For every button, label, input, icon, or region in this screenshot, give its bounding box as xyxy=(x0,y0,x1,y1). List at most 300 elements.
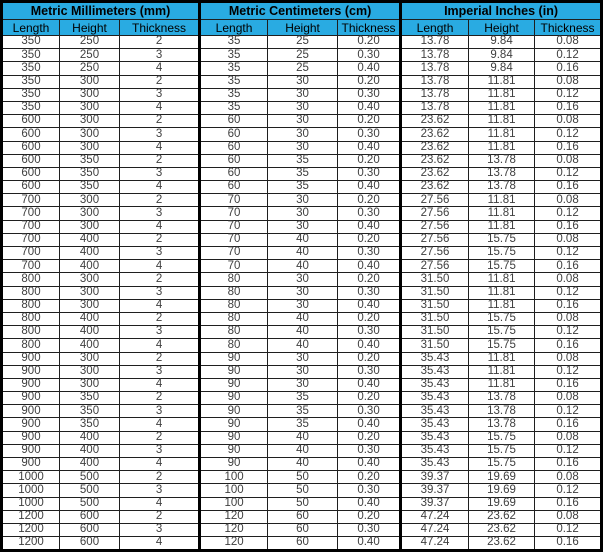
cell-cm-thickness: 0.20 xyxy=(338,392,401,405)
col-header-in-thickness: Thickness xyxy=(535,20,602,36)
cell-mm-thickness: 2 xyxy=(120,154,200,167)
cell-cm-thickness: 0.30 xyxy=(338,88,401,101)
cell-in-length: 35.43 xyxy=(401,405,469,418)
cell-cm-length: 35 xyxy=(200,88,268,101)
cell-cm-thickness: 0.30 xyxy=(338,523,401,536)
cell-in-thickness: 0.08 xyxy=(535,510,602,523)
cell-in-thickness: 0.12 xyxy=(535,128,602,141)
cell-in-thickness: 0.16 xyxy=(535,260,602,273)
cell-in-height: 11.81 xyxy=(469,273,535,286)
cell-mm-length: 800 xyxy=(2,339,60,352)
cell-mm-length: 1000 xyxy=(2,471,60,484)
table-row xyxy=(2,62,602,75)
cell-mm-thickness: 4 xyxy=(120,101,200,114)
cell-mm-height: 300 xyxy=(60,378,120,391)
cell-mm-thickness: 2 xyxy=(120,352,200,365)
cell-mm-height: 300 xyxy=(60,75,120,88)
cell-cm-height: 50 xyxy=(268,484,338,497)
cell-cm-thickness: 0.40 xyxy=(338,141,401,154)
cell-mm-length: 700 xyxy=(2,220,60,233)
cell-cm-length: 70 xyxy=(200,247,268,260)
cell-in-height: 11.81 xyxy=(469,128,535,141)
cell-in-height: 11.81 xyxy=(469,365,535,378)
cell-cm-height: 30 xyxy=(268,115,338,128)
cell-mm-height: 300 xyxy=(60,299,120,312)
cell-mm-thickness: 4 xyxy=(120,220,200,233)
cell-cm-length: 60 xyxy=(200,128,268,141)
cell-in-height: 23.62 xyxy=(469,537,535,551)
cell-cm-length: 70 xyxy=(200,220,268,233)
cell-cm-height: 40 xyxy=(268,260,338,273)
cell-mm-height: 300 xyxy=(60,273,120,286)
cell-in-length: 47.24 xyxy=(401,510,469,523)
cell-in-length: 35.43 xyxy=(401,431,469,444)
cell-in-thickness: 0.16 xyxy=(535,458,602,471)
section-header-row xyxy=(2,2,602,20)
cell-cm-thickness: 0.40 xyxy=(338,339,401,352)
cell-mm-thickness: 2 xyxy=(120,75,200,88)
cell-mm-length: 1200 xyxy=(2,537,60,551)
cell-cm-height: 30 xyxy=(268,352,338,365)
cell-cm-length: 35 xyxy=(200,36,268,49)
table-row xyxy=(2,326,602,339)
cell-mm-height: 350 xyxy=(60,418,120,431)
cell-mm-length: 700 xyxy=(2,260,60,273)
cell-cm-height: 30 xyxy=(268,128,338,141)
cell-cm-thickness: 0.40 xyxy=(338,260,401,273)
cell-mm-height: 400 xyxy=(60,247,120,260)
cell-mm-thickness: 4 xyxy=(120,260,200,273)
cell-mm-thickness: 3 xyxy=(120,405,200,418)
cell-cm-height: 40 xyxy=(268,458,338,471)
cell-cm-length: 70 xyxy=(200,207,268,220)
cell-cm-length: 90 xyxy=(200,378,268,391)
cell-mm-height: 350 xyxy=(60,167,120,180)
cell-cm-height: 35 xyxy=(268,154,338,167)
cell-cm-thickness: 0.30 xyxy=(338,167,401,180)
cell-cm-length: 60 xyxy=(200,115,268,128)
cell-in-height: 15.75 xyxy=(469,233,535,246)
cell-in-length: 39.37 xyxy=(401,484,469,497)
cell-cm-thickness: 0.20 xyxy=(338,233,401,246)
cell-in-height: 11.81 xyxy=(469,286,535,299)
cell-in-length: 31.50 xyxy=(401,286,469,299)
cell-cm-length: 60 xyxy=(200,154,268,167)
table-row xyxy=(2,49,602,62)
table-row xyxy=(2,36,602,49)
cell-in-thickness: 0.08 xyxy=(535,312,602,325)
cell-in-thickness: 0.16 xyxy=(535,378,602,391)
cell-mm-thickness: 3 xyxy=(120,49,200,62)
table-row xyxy=(2,484,602,497)
cell-cm-thickness: 0.30 xyxy=(338,49,401,62)
cell-in-height: 11.81 xyxy=(469,88,535,101)
cell-cm-length: 90 xyxy=(200,352,268,365)
col-header-mm-height: Height xyxy=(60,20,120,36)
cell-in-length: 13.78 xyxy=(401,36,469,49)
cell-in-thickness: 0.12 xyxy=(535,365,602,378)
cell-mm-length: 900 xyxy=(2,365,60,378)
col-header-mm-length: Length xyxy=(2,20,60,36)
cell-in-height: 15.75 xyxy=(469,431,535,444)
cell-mm-length: 900 xyxy=(2,418,60,431)
cell-mm-thickness: 3 xyxy=(120,523,200,536)
cell-cm-thickness: 0.40 xyxy=(338,101,401,114)
cell-mm-thickness: 3 xyxy=(120,88,200,101)
cell-mm-thickness: 3 xyxy=(120,286,200,299)
cell-in-thickness: 0.16 xyxy=(535,497,602,510)
cell-cm-height: 30 xyxy=(268,141,338,154)
cell-mm-height: 300 xyxy=(60,220,120,233)
cell-cm-thickness: 0.40 xyxy=(338,378,401,391)
cell-mm-height: 400 xyxy=(60,233,120,246)
section-title-metric-mm: Metric Millimeters (mm) xyxy=(2,2,200,20)
cell-cm-height: 25 xyxy=(268,49,338,62)
cell-mm-thickness: 4 xyxy=(120,497,200,510)
cell-in-thickness: 0.08 xyxy=(535,471,602,484)
cell-cm-thickness: 0.40 xyxy=(338,62,401,75)
cell-cm-height: 40 xyxy=(268,312,338,325)
cell-mm-height: 250 xyxy=(60,36,120,49)
cell-in-length: 23.62 xyxy=(401,141,469,154)
cell-cm-length: 35 xyxy=(200,101,268,114)
cell-cm-thickness: 0.30 xyxy=(338,365,401,378)
cell-cm-thickness: 0.30 xyxy=(338,128,401,141)
cell-mm-height: 350 xyxy=(60,392,120,405)
cell-in-length: 23.62 xyxy=(401,167,469,180)
cell-in-height: 15.75 xyxy=(469,339,535,352)
cell-mm-length: 800 xyxy=(2,273,60,286)
cell-mm-length: 1200 xyxy=(2,510,60,523)
table-row xyxy=(2,194,602,207)
cell-mm-thickness: 2 xyxy=(120,273,200,286)
table-row xyxy=(2,405,602,418)
cell-in-height: 13.78 xyxy=(469,418,535,431)
cell-in-height: 11.81 xyxy=(469,194,535,207)
cell-cm-height: 25 xyxy=(268,62,338,75)
cell-mm-thickness: 2 xyxy=(120,471,200,484)
cell-cm-height: 30 xyxy=(268,273,338,286)
cell-in-height: 13.78 xyxy=(469,154,535,167)
cell-mm-length: 350 xyxy=(2,49,60,62)
cell-cm-length: 90 xyxy=(200,392,268,405)
cell-in-height: 11.81 xyxy=(469,378,535,391)
cell-in-thickness: 0.08 xyxy=(535,75,602,88)
cell-mm-length: 700 xyxy=(2,247,60,260)
col-header-cm-thickness: Thickness xyxy=(338,20,401,36)
cell-mm-length: 350 xyxy=(2,75,60,88)
cell-cm-height: 40 xyxy=(268,431,338,444)
cell-mm-length: 350 xyxy=(2,101,60,114)
cell-in-thickness: 0.08 xyxy=(535,352,602,365)
cell-in-thickness: 0.16 xyxy=(535,299,602,312)
cell-mm-length: 900 xyxy=(2,458,60,471)
table-row xyxy=(2,458,602,471)
cell-in-thickness: 0.12 xyxy=(535,286,602,299)
table-row xyxy=(2,141,602,154)
cell-cm-length: 90 xyxy=(200,418,268,431)
cell-mm-length: 900 xyxy=(2,392,60,405)
cell-cm-length: 90 xyxy=(200,365,268,378)
cell-mm-height: 350 xyxy=(60,181,120,194)
cell-cm-length: 35 xyxy=(200,75,268,88)
cell-cm-height: 40 xyxy=(268,339,338,352)
table-row xyxy=(2,392,602,405)
cell-mm-thickness: 4 xyxy=(120,378,200,391)
cell-in-length: 31.50 xyxy=(401,299,469,312)
table-row xyxy=(2,260,602,273)
table-row xyxy=(2,115,602,128)
cell-cm-thickness: 0.30 xyxy=(338,247,401,260)
cell-in-length: 35.43 xyxy=(401,392,469,405)
cell-in-length: 13.78 xyxy=(401,62,469,75)
cell-cm-thickness: 0.20 xyxy=(338,154,401,167)
table-row xyxy=(2,181,602,194)
cell-cm-height: 30 xyxy=(268,88,338,101)
cell-cm-height: 35 xyxy=(268,167,338,180)
cell-in-thickness: 0.16 xyxy=(535,101,602,114)
table-row xyxy=(2,207,602,220)
cell-in-length: 27.56 xyxy=(401,194,469,207)
cell-cm-length: 80 xyxy=(200,326,268,339)
table-row xyxy=(2,273,602,286)
cell-in-length: 31.50 xyxy=(401,326,469,339)
cell-cm-thickness: 0.30 xyxy=(338,326,401,339)
cell-cm-thickness: 0.20 xyxy=(338,194,401,207)
cell-mm-thickness: 4 xyxy=(120,339,200,352)
cell-mm-length: 900 xyxy=(2,444,60,457)
table-row xyxy=(2,339,602,352)
cell-cm-length: 70 xyxy=(200,194,268,207)
cell-in-thickness: 0.16 xyxy=(535,62,602,75)
cell-cm-length: 100 xyxy=(200,471,268,484)
cell-in-length: 39.37 xyxy=(401,497,469,510)
table-body xyxy=(2,36,602,551)
cell-mm-height: 350 xyxy=(60,154,120,167)
cell-in-thickness: 0.12 xyxy=(535,523,602,536)
col-header-in-height: Height xyxy=(469,20,535,36)
cell-cm-length: 90 xyxy=(200,458,268,471)
cell-mm-height: 300 xyxy=(60,286,120,299)
cell-in-height: 15.75 xyxy=(469,444,535,457)
cell-mm-length: 600 xyxy=(2,154,60,167)
cell-cm-height: 60 xyxy=(268,537,338,551)
cell-mm-height: 300 xyxy=(60,194,120,207)
table-row xyxy=(2,431,602,444)
cell-cm-thickness: 0.40 xyxy=(338,497,401,510)
cell-cm-thickness: 0.20 xyxy=(338,115,401,128)
cell-mm-thickness: 3 xyxy=(120,444,200,457)
cell-mm-height: 250 xyxy=(60,62,120,75)
cell-mm-thickness: 3 xyxy=(120,167,200,180)
cell-mm-thickness: 4 xyxy=(120,418,200,431)
cell-in-height: 13.78 xyxy=(469,167,535,180)
cell-in-height: 11.81 xyxy=(469,220,535,233)
cell-in-height: 11.81 xyxy=(469,141,535,154)
cell-cm-length: 80 xyxy=(200,312,268,325)
cell-cm-thickness: 0.40 xyxy=(338,418,401,431)
cell-in-thickness: 0.16 xyxy=(535,220,602,233)
table-row xyxy=(2,233,602,246)
cell-in-thickness: 0.08 xyxy=(535,233,602,246)
cell-cm-length: 35 xyxy=(200,62,268,75)
cell-in-thickness: 0.16 xyxy=(535,141,602,154)
cell-mm-height: 500 xyxy=(60,471,120,484)
cell-in-length: 27.56 xyxy=(401,233,469,246)
cell-in-height: 9.84 xyxy=(469,49,535,62)
cell-mm-height: 300 xyxy=(60,207,120,220)
cell-cm-height: 30 xyxy=(268,299,338,312)
cell-mm-height: 300 xyxy=(60,115,120,128)
col-header-mm-thickness: Thickness xyxy=(120,20,200,36)
cell-cm-thickness: 0.20 xyxy=(338,273,401,286)
cell-mm-thickness: 3 xyxy=(120,247,200,260)
cell-cm-thickness: 0.40 xyxy=(338,181,401,194)
cell-cm-thickness: 0.20 xyxy=(338,471,401,484)
cell-mm-length: 1200 xyxy=(2,523,60,536)
cell-mm-height: 400 xyxy=(60,431,120,444)
cell-in-length: 35.43 xyxy=(401,352,469,365)
cell-cm-length: 80 xyxy=(200,286,268,299)
cell-cm-thickness: 0.20 xyxy=(338,36,401,49)
cell-in-length: 23.62 xyxy=(401,181,469,194)
cell-cm-height: 40 xyxy=(268,444,338,457)
cell-mm-thickness: 3 xyxy=(120,128,200,141)
cell-in-thickness: 0.08 xyxy=(535,154,602,167)
cell-in-length: 13.78 xyxy=(401,88,469,101)
cell-cm-length: 60 xyxy=(200,167,268,180)
cell-mm-length: 600 xyxy=(2,167,60,180)
cell-in-height: 19.69 xyxy=(469,484,535,497)
cell-mm-length: 350 xyxy=(2,88,60,101)
cell-in-height: 11.81 xyxy=(469,75,535,88)
table-row xyxy=(2,312,602,325)
cell-cm-height: 30 xyxy=(268,286,338,299)
cell-cm-height: 60 xyxy=(268,510,338,523)
cell-in-height: 11.81 xyxy=(469,115,535,128)
cell-mm-height: 400 xyxy=(60,260,120,273)
cell-cm-length: 35 xyxy=(200,49,268,62)
cell-in-height: 11.81 xyxy=(469,207,535,220)
cell-mm-length: 900 xyxy=(2,378,60,391)
cell-mm-length: 350 xyxy=(2,36,60,49)
cell-in-length: 23.62 xyxy=(401,115,469,128)
cell-cm-thickness: 0.40 xyxy=(338,458,401,471)
cell-in-thickness: 0.12 xyxy=(535,326,602,339)
cell-in-height: 19.69 xyxy=(469,497,535,510)
cell-cm-height: 40 xyxy=(268,233,338,246)
cell-cm-height: 35 xyxy=(268,418,338,431)
table-row xyxy=(2,167,602,180)
cell-in-thickness: 0.16 xyxy=(535,537,602,551)
cell-in-length: 31.50 xyxy=(401,339,469,352)
cell-mm-height: 300 xyxy=(60,352,120,365)
cell-cm-height: 35 xyxy=(268,405,338,418)
cell-in-length: 39.37 xyxy=(401,471,469,484)
cell-in-height: 23.62 xyxy=(469,523,535,536)
cell-cm-thickness: 0.20 xyxy=(338,75,401,88)
cell-in-thickness: 0.12 xyxy=(535,444,602,457)
cell-mm-thickness: 2 xyxy=(120,392,200,405)
cell-in-length: 31.50 xyxy=(401,273,469,286)
cell-cm-length: 120 xyxy=(200,537,268,551)
cell-mm-height: 500 xyxy=(60,484,120,497)
table-row xyxy=(2,444,602,457)
cell-mm-thickness: 3 xyxy=(120,365,200,378)
cell-cm-height: 40 xyxy=(268,326,338,339)
cell-mm-height: 500 xyxy=(60,497,120,510)
cell-in-thickness: 0.08 xyxy=(535,194,602,207)
cell-in-length: 13.78 xyxy=(401,75,469,88)
cell-cm-length: 60 xyxy=(200,181,268,194)
cell-mm-height: 300 xyxy=(60,101,120,114)
cell-mm-length: 900 xyxy=(2,405,60,418)
table-row xyxy=(2,418,602,431)
cell-mm-length: 900 xyxy=(2,352,60,365)
cell-cm-height: 40 xyxy=(268,247,338,260)
table-row xyxy=(2,471,602,484)
table-row xyxy=(2,75,602,88)
cell-mm-thickness: 2 xyxy=(120,115,200,128)
cell-mm-thickness: 2 xyxy=(120,312,200,325)
cell-cm-length: 90 xyxy=(200,431,268,444)
cell-in-length: 31.50 xyxy=(401,312,469,325)
cell-mm-length: 700 xyxy=(2,207,60,220)
cell-in-length: 27.56 xyxy=(401,260,469,273)
cell-cm-length: 80 xyxy=(200,339,268,352)
cell-in-height: 11.81 xyxy=(469,352,535,365)
cell-cm-length: 60 xyxy=(200,141,268,154)
cell-in-length: 35.43 xyxy=(401,365,469,378)
cell-in-length: 27.56 xyxy=(401,247,469,260)
cell-mm-height: 600 xyxy=(60,510,120,523)
cell-in-height: 15.75 xyxy=(469,260,535,273)
cell-mm-height: 300 xyxy=(60,141,120,154)
cell-in-length: 47.24 xyxy=(401,537,469,551)
cell-in-height: 15.75 xyxy=(469,458,535,471)
cell-in-length: 35.43 xyxy=(401,378,469,391)
cell-cm-thickness: 0.20 xyxy=(338,352,401,365)
cell-in-height: 13.78 xyxy=(469,181,535,194)
cell-in-thickness: 0.12 xyxy=(535,207,602,220)
cell-mm-height: 600 xyxy=(60,523,120,536)
table-row xyxy=(2,523,602,536)
cell-mm-thickness: 2 xyxy=(120,194,200,207)
cell-in-thickness: 0.12 xyxy=(535,247,602,260)
cell-in-thickness: 0.12 xyxy=(535,405,602,418)
cell-in-length: 13.78 xyxy=(401,49,469,62)
cell-cm-height: 25 xyxy=(268,36,338,49)
cell-mm-length: 600 xyxy=(2,115,60,128)
cell-mm-thickness: 4 xyxy=(120,62,200,75)
table-row xyxy=(2,510,602,523)
cell-mm-thickness: 4 xyxy=(120,181,200,194)
column-header-row xyxy=(2,20,602,36)
col-header-cm-length: Length xyxy=(200,20,268,36)
cell-in-length: 27.56 xyxy=(401,207,469,220)
cell-cm-length: 80 xyxy=(200,273,268,286)
cell-in-thickness: 0.16 xyxy=(535,181,602,194)
cell-mm-length: 800 xyxy=(2,326,60,339)
cell-mm-height: 250 xyxy=(60,49,120,62)
cell-mm-length: 800 xyxy=(2,286,60,299)
cell-mm-length: 600 xyxy=(2,141,60,154)
cell-in-height: 23.62 xyxy=(469,510,535,523)
cell-cm-height: 30 xyxy=(268,365,338,378)
section-title-metric-cm: Metric Centimeters (cm) xyxy=(200,2,401,20)
cell-cm-thickness: 0.40 xyxy=(338,220,401,233)
cell-mm-height: 400 xyxy=(60,458,120,471)
